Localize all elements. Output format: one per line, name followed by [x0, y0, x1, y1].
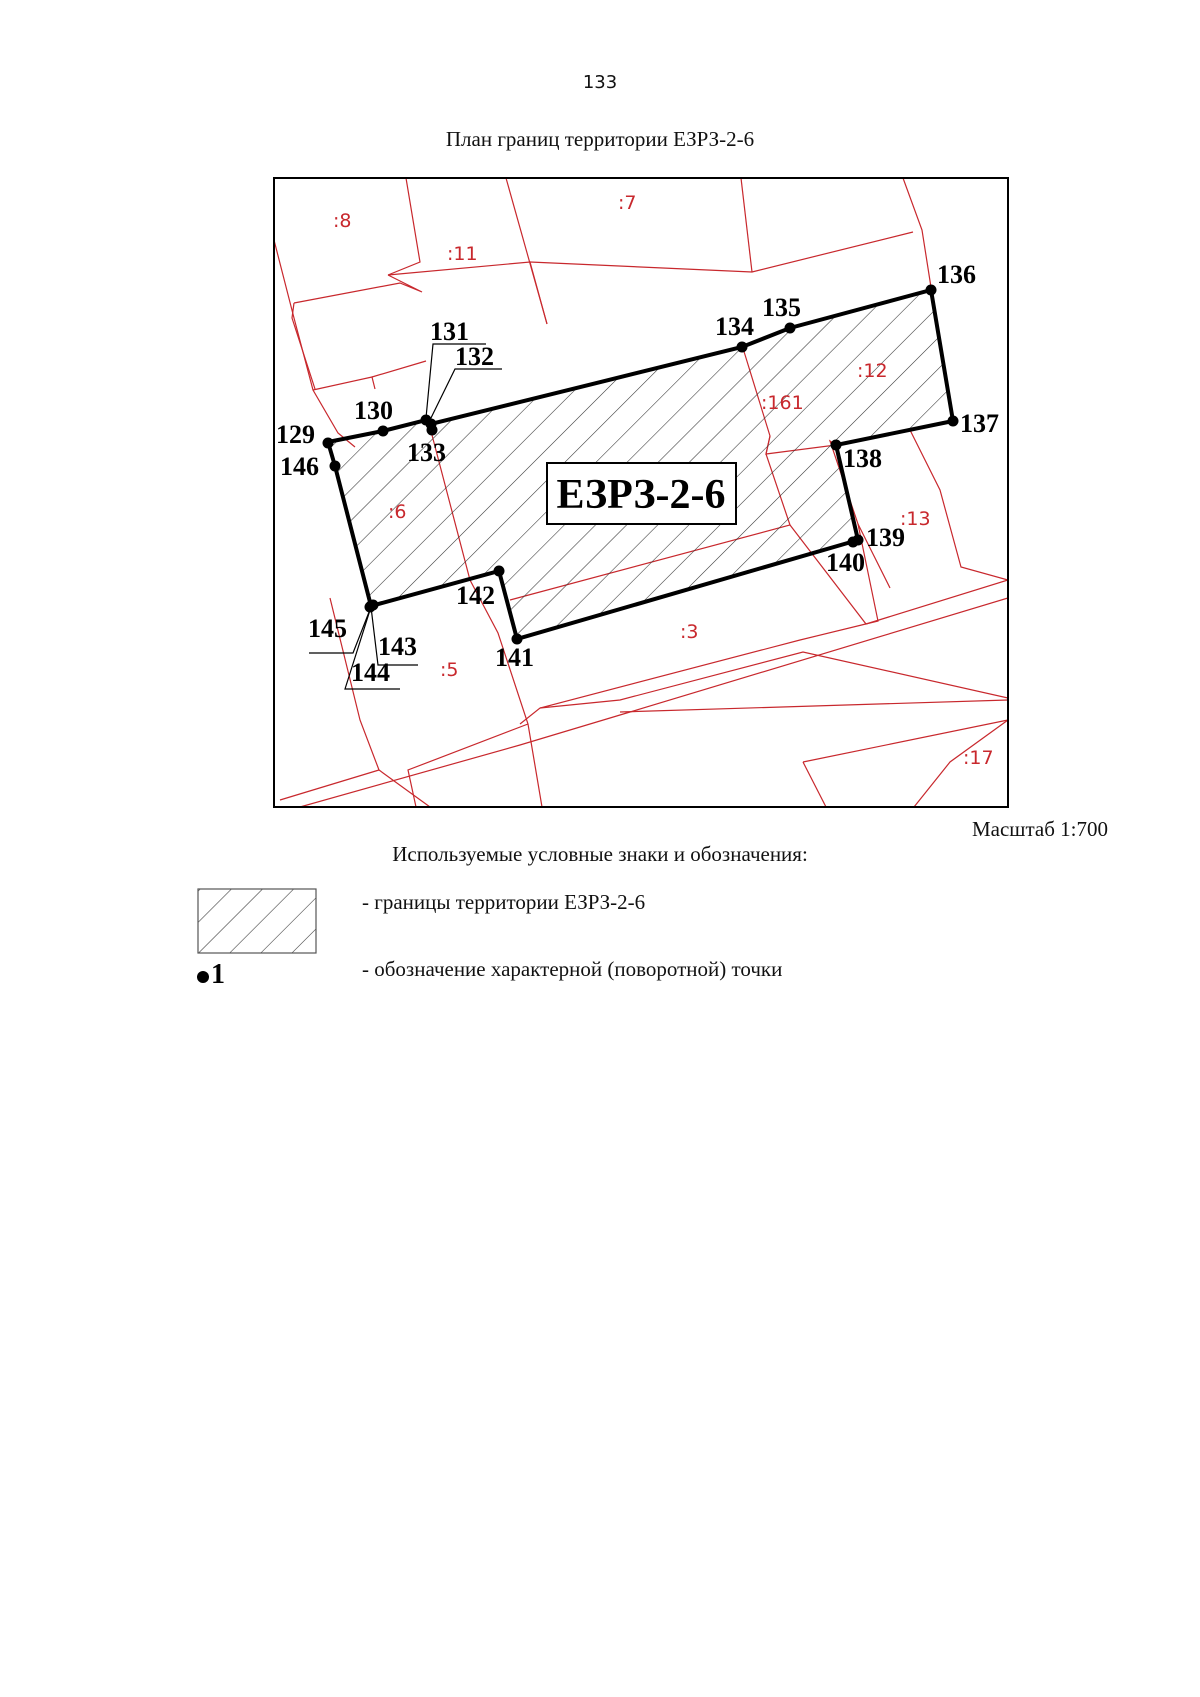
point-label-142: 142	[456, 581, 495, 610]
zone-label: ЕЗРЗ-2-6	[556, 472, 726, 518]
point-marker-133	[427, 425, 438, 436]
point-label-143: 143	[378, 632, 417, 661]
point-label-145: 145	[308, 614, 347, 643]
point-label-130: 130	[354, 396, 393, 425]
point-marker-135	[785, 323, 796, 334]
point-marker-138	[831, 440, 842, 451]
parcel-label-12: :12	[857, 360, 888, 382]
point-marker-130	[378, 426, 389, 437]
point-marker-136	[926, 285, 937, 296]
point-label-137: 137	[960, 409, 999, 438]
point-label-129: 129	[276, 420, 315, 449]
parcel-label-5: :5	[440, 659, 459, 681]
point-label-139: 139	[866, 523, 905, 552]
scale-label: Масштаб 1:700	[971, 817, 1108, 841]
point-icon	[197, 971, 209, 983]
legend-hatch-sample	[198, 889, 316, 953]
point-label-133: 133	[407, 438, 446, 467]
parcel-label-13: :13	[900, 508, 931, 530]
parcel-label-3: :3	[680, 621, 699, 643]
plan-title: План границ территории ЕЗРЗ-2-6	[445, 127, 755, 151]
point-marker-140	[848, 537, 859, 548]
parcel-label-17: :17	[963, 747, 994, 769]
point-label-131: 131	[430, 317, 469, 346]
legend-title: Используемые условные знаки и обозначения:	[392, 842, 808, 866]
point-label-140: 140	[826, 548, 865, 577]
point-label-141: 141	[495, 643, 534, 672]
point-marker-137	[948, 416, 959, 427]
parcel-label-11: :11	[447, 243, 478, 265]
legend-point-text: - обозначение характерной (поворотной) точки	[362, 957, 783, 981]
legend-point-number: 1	[211, 959, 225, 990]
point-label-134: 134	[715, 312, 754, 341]
point-marker-129	[323, 438, 334, 449]
parcel-label-8: :8	[333, 210, 352, 232]
point-label-144: 144	[351, 658, 390, 687]
legend-zone-text: - границы территории ЕЗРЗ-2-6	[362, 890, 646, 914]
page-number: 133	[582, 72, 618, 93]
point-label-132: 132	[455, 342, 494, 371]
parcel-label-6: :6	[388, 501, 407, 523]
parcel-label-161: :161	[761, 392, 804, 414]
point-label-138: 138	[843, 444, 882, 473]
legend-point-sample	[197, 959, 225, 989]
point-marker-146	[330, 461, 341, 472]
point-label-146: 146	[280, 452, 319, 481]
point-marker-134	[737, 342, 748, 353]
point-marker-145	[366, 601, 377, 612]
parcel-label-7: :7	[618, 192, 637, 214]
point-marker-142	[494, 566, 505, 577]
point-label-135: 135	[762, 293, 801, 322]
point-label-136: 136	[937, 260, 976, 289]
